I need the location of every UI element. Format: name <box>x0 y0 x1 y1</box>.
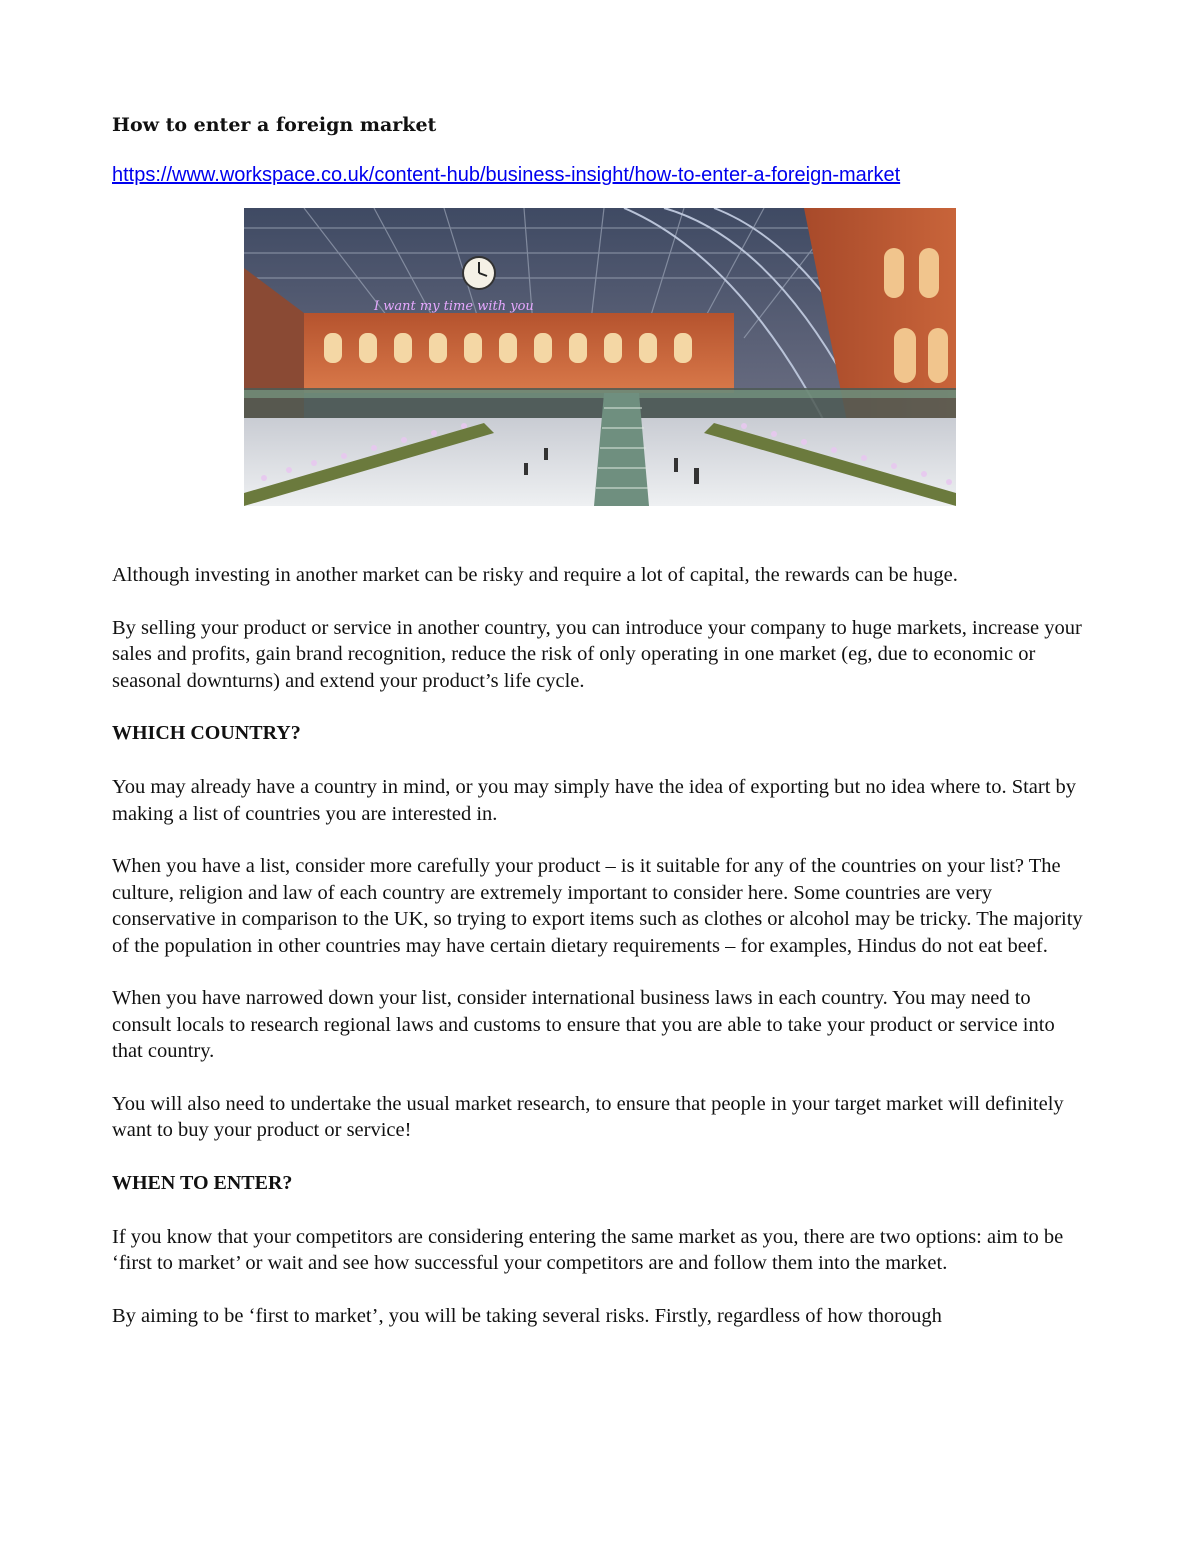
document-content <box>112 112 1090 1355</box>
paragraph-product-suitability: When you have a list, consider more carefully your product – is it suitable for any of the countries on your list? The culture, religion and law of each country are extremely important to consider here. Some countries are very conservative in comparison to the UK, so trying to export items such as clothes or alcohol may be tricky. The majority of the population in other countries may have certain dietary requirements – for examples, Hindus do not eat beef. <box>112 855 1083 957</box>
heading-which-country: WHICH COUNTRY? <box>112 722 301 744</box>
paragraph-benefits: By selling your product or service in another country, you can introduce your company to huge markets, increase your sales and profits, gain brand recognition, reduce the risk of only operating in one market (eg, due to economic or seasonal downturns) and extend your product’s life cycle. <box>112 616 1082 692</box>
source-link[interactable]: https://www.workspace.co.uk/content-hub/business-insight/how-to-enter-a-foreign-market <box>112 164 901 186</box>
paragraph-business-laws: When you have narrowed down your list, consider international business laws in each country. You may need to consult locals to research regional laws and customs to ensure that you are able to take your product or service into that country. <box>112 987 1055 1062</box>
neon-sign-text: I want my time with you <box>374 299 534 314</box>
paragraph-country-list: You may already have a country in mind, or you may simply have the idea of exporting but no idea where to. Start by making a list of countries you are interested in. <box>112 776 1077 825</box>
paragraph-market-research: You will also need to undertake the usual market research, to ensure that people in your target market will definitely want to buy your product or service! <box>112 1092 1064 1141</box>
paragraph-first-to-market: By aiming to be ‘first to market’, you will be taking several risks. Firstly, regardless of how thorough <box>112 1304 942 1327</box>
paragraph-competitors: If you know that your competitors are considering entering the same market as you, there are two options: aim to be ‘first to market’ or wait and see how successful your competitors are and follow them into the market. <box>112 1225 1064 1274</box>
paragraph-intro: Although investing in another market can be risky and require a lot of capital, the rewards can be huge. <box>112 564 958 586</box>
station-photo <box>244 208 956 506</box>
document-title: How to enter a foreign market <box>112 114 437 136</box>
heading-when-to-enter: WHEN TO ENTER? <box>112 1171 293 1194</box>
